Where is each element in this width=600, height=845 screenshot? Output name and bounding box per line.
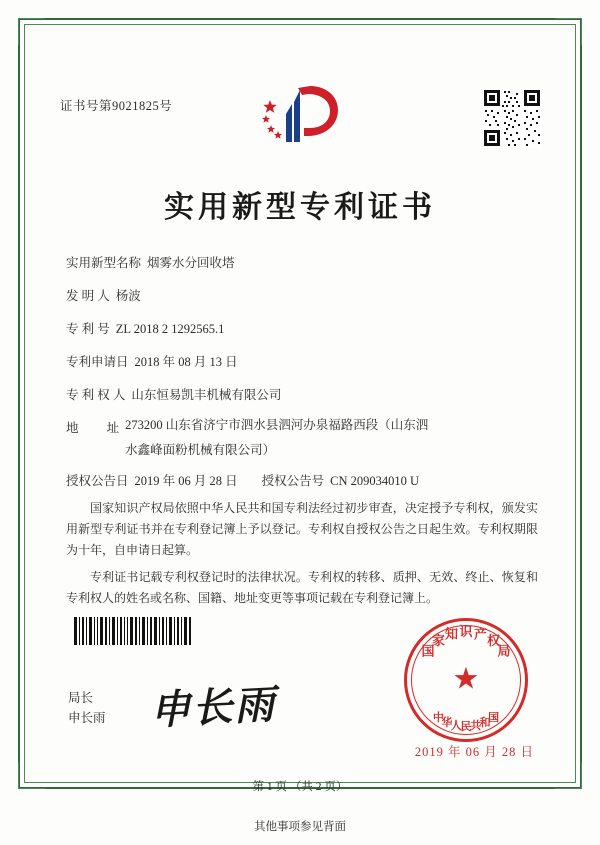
seal-top-char: 局 xyxy=(497,644,511,660)
seal-top-char: 国 xyxy=(421,644,435,660)
field-row-inventor xyxy=(66,281,540,311)
field-label: 发 明 人 xyxy=(66,289,110,303)
field-label: 专利申请日 xyxy=(66,355,129,369)
cnipa-sail-logo xyxy=(258,84,344,146)
field-row-patent-number xyxy=(66,314,540,344)
signature-labels xyxy=(68,688,106,728)
seal-bottom-char: 民 xyxy=(460,720,472,733)
page-title: 实用新型专利证书 xyxy=(164,190,436,225)
seal-bottom-char: 国 xyxy=(488,711,500,725)
barcode xyxy=(74,617,192,645)
seal-bottom-char: 华 xyxy=(441,715,453,729)
page-number: 第 1 页 （共 2 页） xyxy=(252,781,348,793)
legal-paragraph-1: 国家知识产权局依照中华人民共和国专利法经过初步审查，决定授予专利权，颁发实用新型专利证书并在专利登记簿上予以登记。专利权自授权公告之日起生效。专利权期限为十年，自申请日起算。 xyxy=(66,501,538,557)
legal-text xyxy=(66,498,538,615)
address-line-2: 水鑫峰面粉机械有限公司） xyxy=(125,443,276,457)
field-value: 烟雾水分回收塔 xyxy=(147,256,235,270)
seal-top-char: 识 xyxy=(459,625,473,640)
footer-note: 其他事项参见背面 xyxy=(254,821,346,833)
field-value-secondary: CN 209034010 U xyxy=(330,474,420,488)
certificate-number: 证书号第9021825号 xyxy=(60,99,173,113)
seal-top-char: 家 xyxy=(431,633,445,649)
field-row-patentee xyxy=(66,380,540,410)
director-title-label: 局长 xyxy=(68,691,94,705)
field-label: 专 利 权 人 xyxy=(66,388,126,402)
qr-code xyxy=(482,88,542,148)
seal-bottom-char: 和 xyxy=(479,715,491,729)
address-value xyxy=(125,413,428,463)
field-value: ZL 2018 2 1292565.1 xyxy=(115,322,225,336)
field-label: 专 利 号 xyxy=(66,322,110,336)
corner-ornament-top-right xyxy=(555,18,582,45)
seal-top-char: 产 xyxy=(474,627,488,643)
director-name-label: 申长雨 xyxy=(68,711,106,725)
official-round-seal xyxy=(404,618,528,742)
field-label-secondary: 授权公告号 xyxy=(261,474,325,488)
field-list xyxy=(66,248,540,499)
seal-top-char: 知 xyxy=(444,627,458,643)
field-row-application-date xyxy=(66,347,540,377)
field-value: 2019 年 06 月 28 日 xyxy=(134,474,238,488)
seal-star-icon: ★ xyxy=(452,662,480,696)
legal-paragraph-2: 专利证书记载专利权登记时的法律状况。专利权的转移、质押、无效、终止、恢复和专利权人的姓名或名称、国籍、地址变更等事项记载在专利登记簿上。 xyxy=(66,570,538,605)
corner-ornament-top-left xyxy=(18,18,45,45)
field-label: 授权公告日 xyxy=(66,474,129,488)
handwritten-signature: 申长雨 xyxy=(149,680,278,735)
field-row-grant-announcement xyxy=(66,466,540,496)
field-label: 地 址 xyxy=(66,421,120,435)
seal-bottom-char: 中 xyxy=(432,711,444,725)
field-row-address xyxy=(66,413,540,463)
seal-bottom-char: 人 xyxy=(450,718,462,732)
seal-top-char: 权 xyxy=(487,633,501,649)
seal-date: 2019 年 06 月 28 日 xyxy=(414,745,534,759)
field-value: 2018 年 08 月 13 日 xyxy=(134,355,238,369)
address-line-1: 273200 山东省济宁市泗水县泗河办泉福路西段（山东泗 xyxy=(125,418,429,432)
field-value: 山东恒易凯丰机械有限公司 xyxy=(131,388,282,402)
field-label: 实用新型名称 xyxy=(66,256,142,270)
seal-bottom-char: 共 xyxy=(470,718,482,732)
field-row-invention-name xyxy=(66,248,540,278)
field-value: 杨波 xyxy=(115,289,141,303)
